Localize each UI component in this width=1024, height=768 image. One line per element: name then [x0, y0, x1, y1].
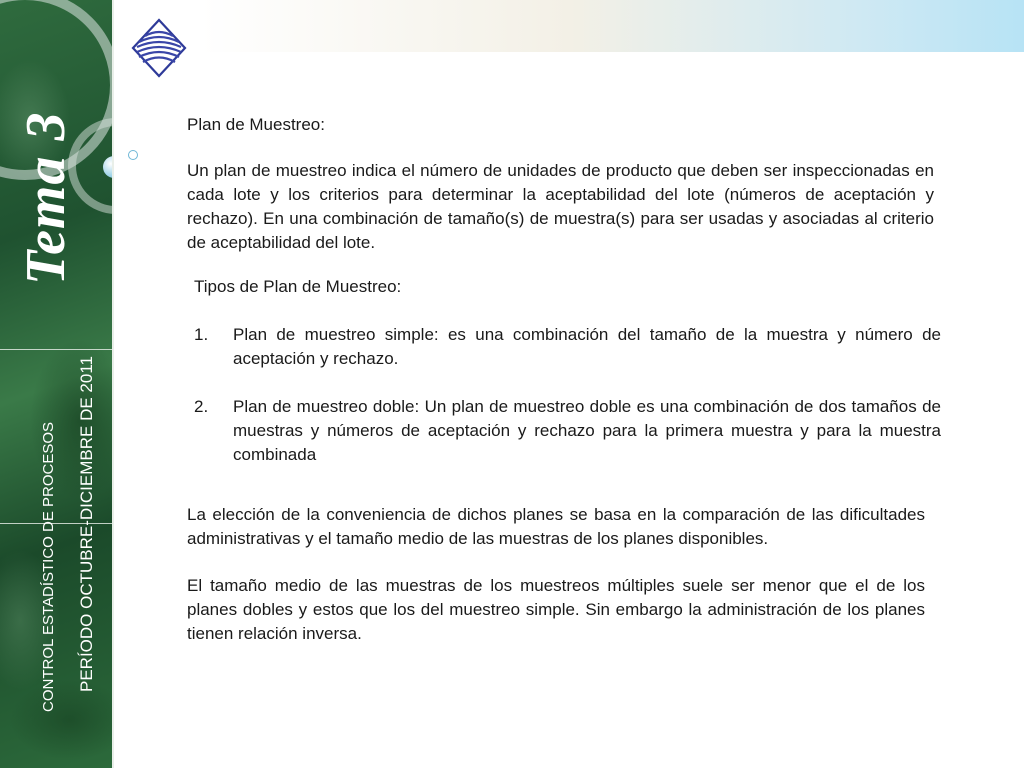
conclusion-paragraph-2: El tamaño medio de las muestras de los muestreos múltiples suele ser menor que el de los planes dobles y estos que los del muestreo simple. Sin embargo la administración de los planes tienen relación inversa. — [187, 576, 925, 643]
header-gradient-bar — [200, 0, 1024, 52]
period-label: PERÍODO OCTUBRE-DICIEMBRE DE 2011 — [77, 356, 96, 692]
sidebar — [0, 0, 114, 768]
institution-logo-icon — [125, 14, 193, 82]
course-label: CONTROL ESTADÍSTICO DE PROCESOS — [40, 421, 57, 712]
definition-paragraph: Un plan de muestreo indica el número de unidades de producto que deben ser inspeccionadas en cada lote y los criterios para determinar la aceptabilidad del lote (números de aceptación y rechazo). En una combinación de tamaño(s) de muestra(s) para ser usadas y asociadas al criterio de aceptabilidad del lote. — [187, 161, 934, 252]
sidebar-divider-top — [0, 349, 114, 350]
topic-label: Tema 3 — [15, 111, 77, 285]
list-item-double: Plan de muestreo doble: Un plan de muestreo doble es una combinación de dos tamaños de muestras y números de aceptación y rechazo para la primera muestra y para la muestra combinada — [233, 397, 941, 464]
list-number-2: 2. — [194, 397, 209, 416]
list-item-simple: Plan de muestreo simple: es una combinación del tamaño de la muestra y número de aceptación y rechazo. — [233, 325, 941, 368]
small-bubble-icon — [128, 150, 138, 160]
list-number-1: 1. — [194, 325, 209, 344]
types-heading: Tipos de Plan de Muestreo: — [194, 277, 402, 296]
section-heading: Plan de Muestreo: — [187, 115, 325, 134]
conclusion-paragraph-1: La elección de la conveniencia de dichos planes se basa en la comparación de las dificultades administrativas y el tamaño medio de las muestras de los planes disponibles. — [187, 505, 925, 548]
